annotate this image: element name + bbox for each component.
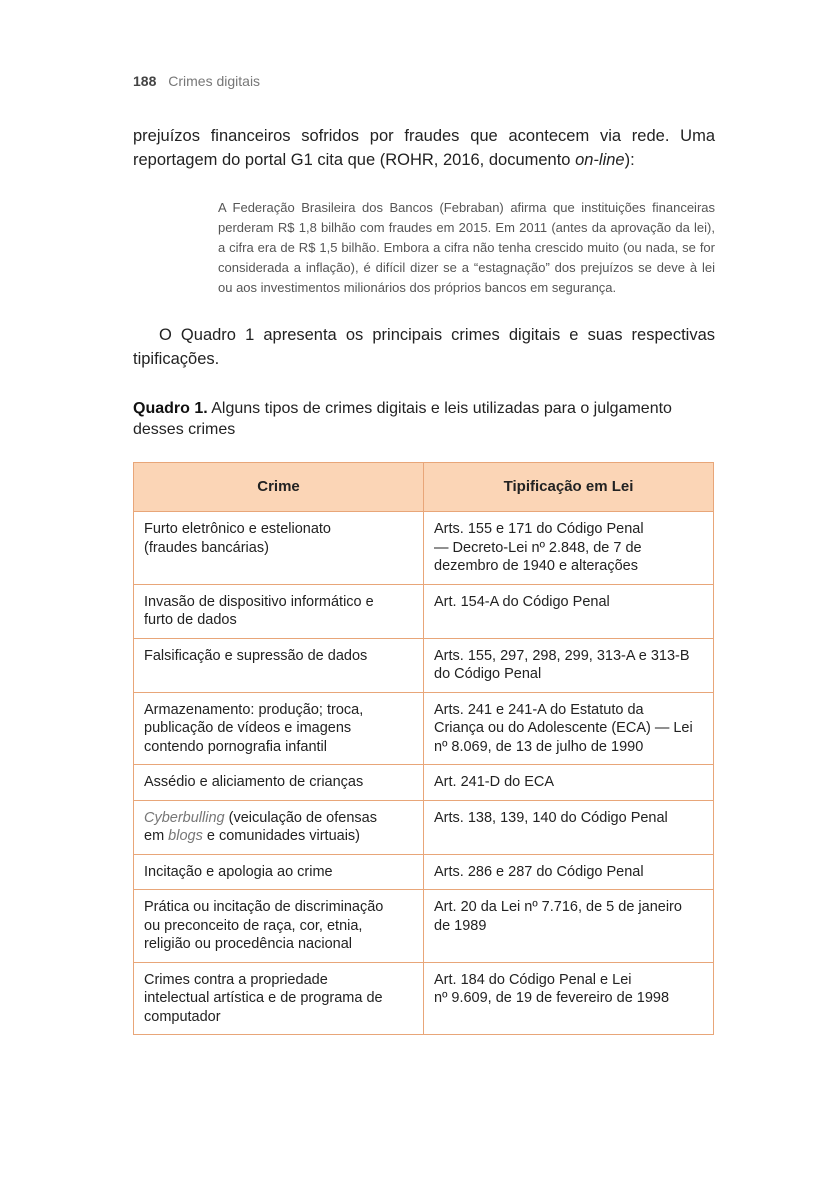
crime-cell: Crimes contra a propriedade intelectual artística e de programa de computador: [134, 962, 424, 1035]
page-number: 188: [133, 73, 157, 89]
table-caption: [133, 398, 715, 440]
crime-cell: Furto eletrônico e estelionato (fraudes bancárias): [134, 512, 424, 585]
crime-text: (veiculação de ofensas em: [144, 809, 377, 844]
table-row: [134, 765, 714, 801]
lei-cell: Arts. 155, 297, 298, 299, 313-A e 313-B do Código Penal: [424, 638, 714, 692]
crime-cell: [134, 800, 424, 854]
table-row: [134, 512, 714, 585]
crime-cell: Falsificação e supressão de dados: [134, 638, 424, 692]
crime-text: e comunidades virtuais): [202, 828, 361, 844]
crime-cell: Incitação e apologia ao crime: [134, 854, 424, 890]
caption-text: Alguns tipos de crimes digitais e leis utilizadas para o julgamento desses crimes: [133, 400, 672, 438]
crime-cell: Prática ou incitação de discriminação ou preconceito de raça, cor, etnia, religião ou procedência nacional: [134, 890, 424, 963]
caption-label: Quadro 1.: [133, 400, 208, 417]
crime-cell: Armazenamento: produção; troca, publicação de vídeos e imagens contendo pornografia infantil: [134, 692, 424, 765]
table-row: [134, 890, 714, 963]
crime-italic: Cyberbulling: [144, 809, 225, 826]
intro-italic: on-line: [575, 151, 625, 169]
intro-end: ):: [624, 151, 635, 169]
intro-text: prejuízos financeiros sofridos por fraudes que acontecem via rede. Uma reportagem do portal G1 cita que (ROHR, 2016, documento: [133, 127, 715, 169]
lei-cell: Art. 20 da Lei nº 7.716, de 5 de janeiro de 1989: [424, 890, 714, 963]
table-header-row: [134, 463, 714, 512]
lei-cell: Art. 241-D do ECA: [424, 765, 714, 801]
second-paragraph: O Quadro 1 apresenta os principais crimes digitais e suas respectivas tipificações.: [133, 326, 715, 368]
lei-cell: Art. 184 do Código Penal e Lei nº 9.609, de 19 de fevereiro de 1998: [424, 962, 714, 1035]
lei-cell: Arts. 286 e 287 do Código Penal: [424, 854, 714, 890]
intro-paragraph: [133, 124, 715, 172]
crime-cell: Assédio e aliciamento de crianças: [134, 765, 424, 801]
table-row: [134, 638, 714, 692]
table-row: [134, 800, 714, 854]
chapter-title: Crimes digitais: [168, 73, 261, 89]
block-quote: A Federação Brasileira dos Bancos (Febraban) afirma que instituições financeiras perderam R$ 1,8 bilhão com fraudes em 2015. Em 2011 (antes da aprovação da lei), a cifra era de R$ 1,5 bilhão. Embora a cifra não tenha crescido muito (ou nada, se for considerada a inflação), é difícil dizer se a “estagnação” dos prejuízos se deve à lei ou aos investimentos milionários dos próprios bancos em segurança.: [218, 200, 715, 295]
lei-cell: Arts. 241 e 241-A do Estatuto da Criança ou do Adolescente (ECA) — Lei nº 8.069, de 13 de julho de 1990: [424, 692, 714, 765]
crime-italic: blogs: [168, 828, 203, 844]
table-row: [134, 962, 714, 1035]
crimes-table: [133, 462, 714, 1035]
lei-cell: Arts. 138, 139, 140 do Código Penal: [424, 800, 714, 854]
header-tipificacao: Tipificação em Lei: [424, 463, 714, 512]
table-row: [134, 854, 714, 890]
header-crime: Crime: [134, 463, 424, 512]
lei-cell: Arts. 155 e 171 do Código Penal — Decreto-Lei nº 2.848, de 7 de dezembro de 1940 e alterações: [424, 512, 714, 585]
crime-cell: Invasão de dispositivo informático e furto de dados: [134, 584, 424, 638]
running-header: [133, 73, 260, 89]
table-row: [134, 584, 714, 638]
lei-cell: Art. 154-A do Código Penal: [424, 584, 714, 638]
table-row: [134, 692, 714, 765]
